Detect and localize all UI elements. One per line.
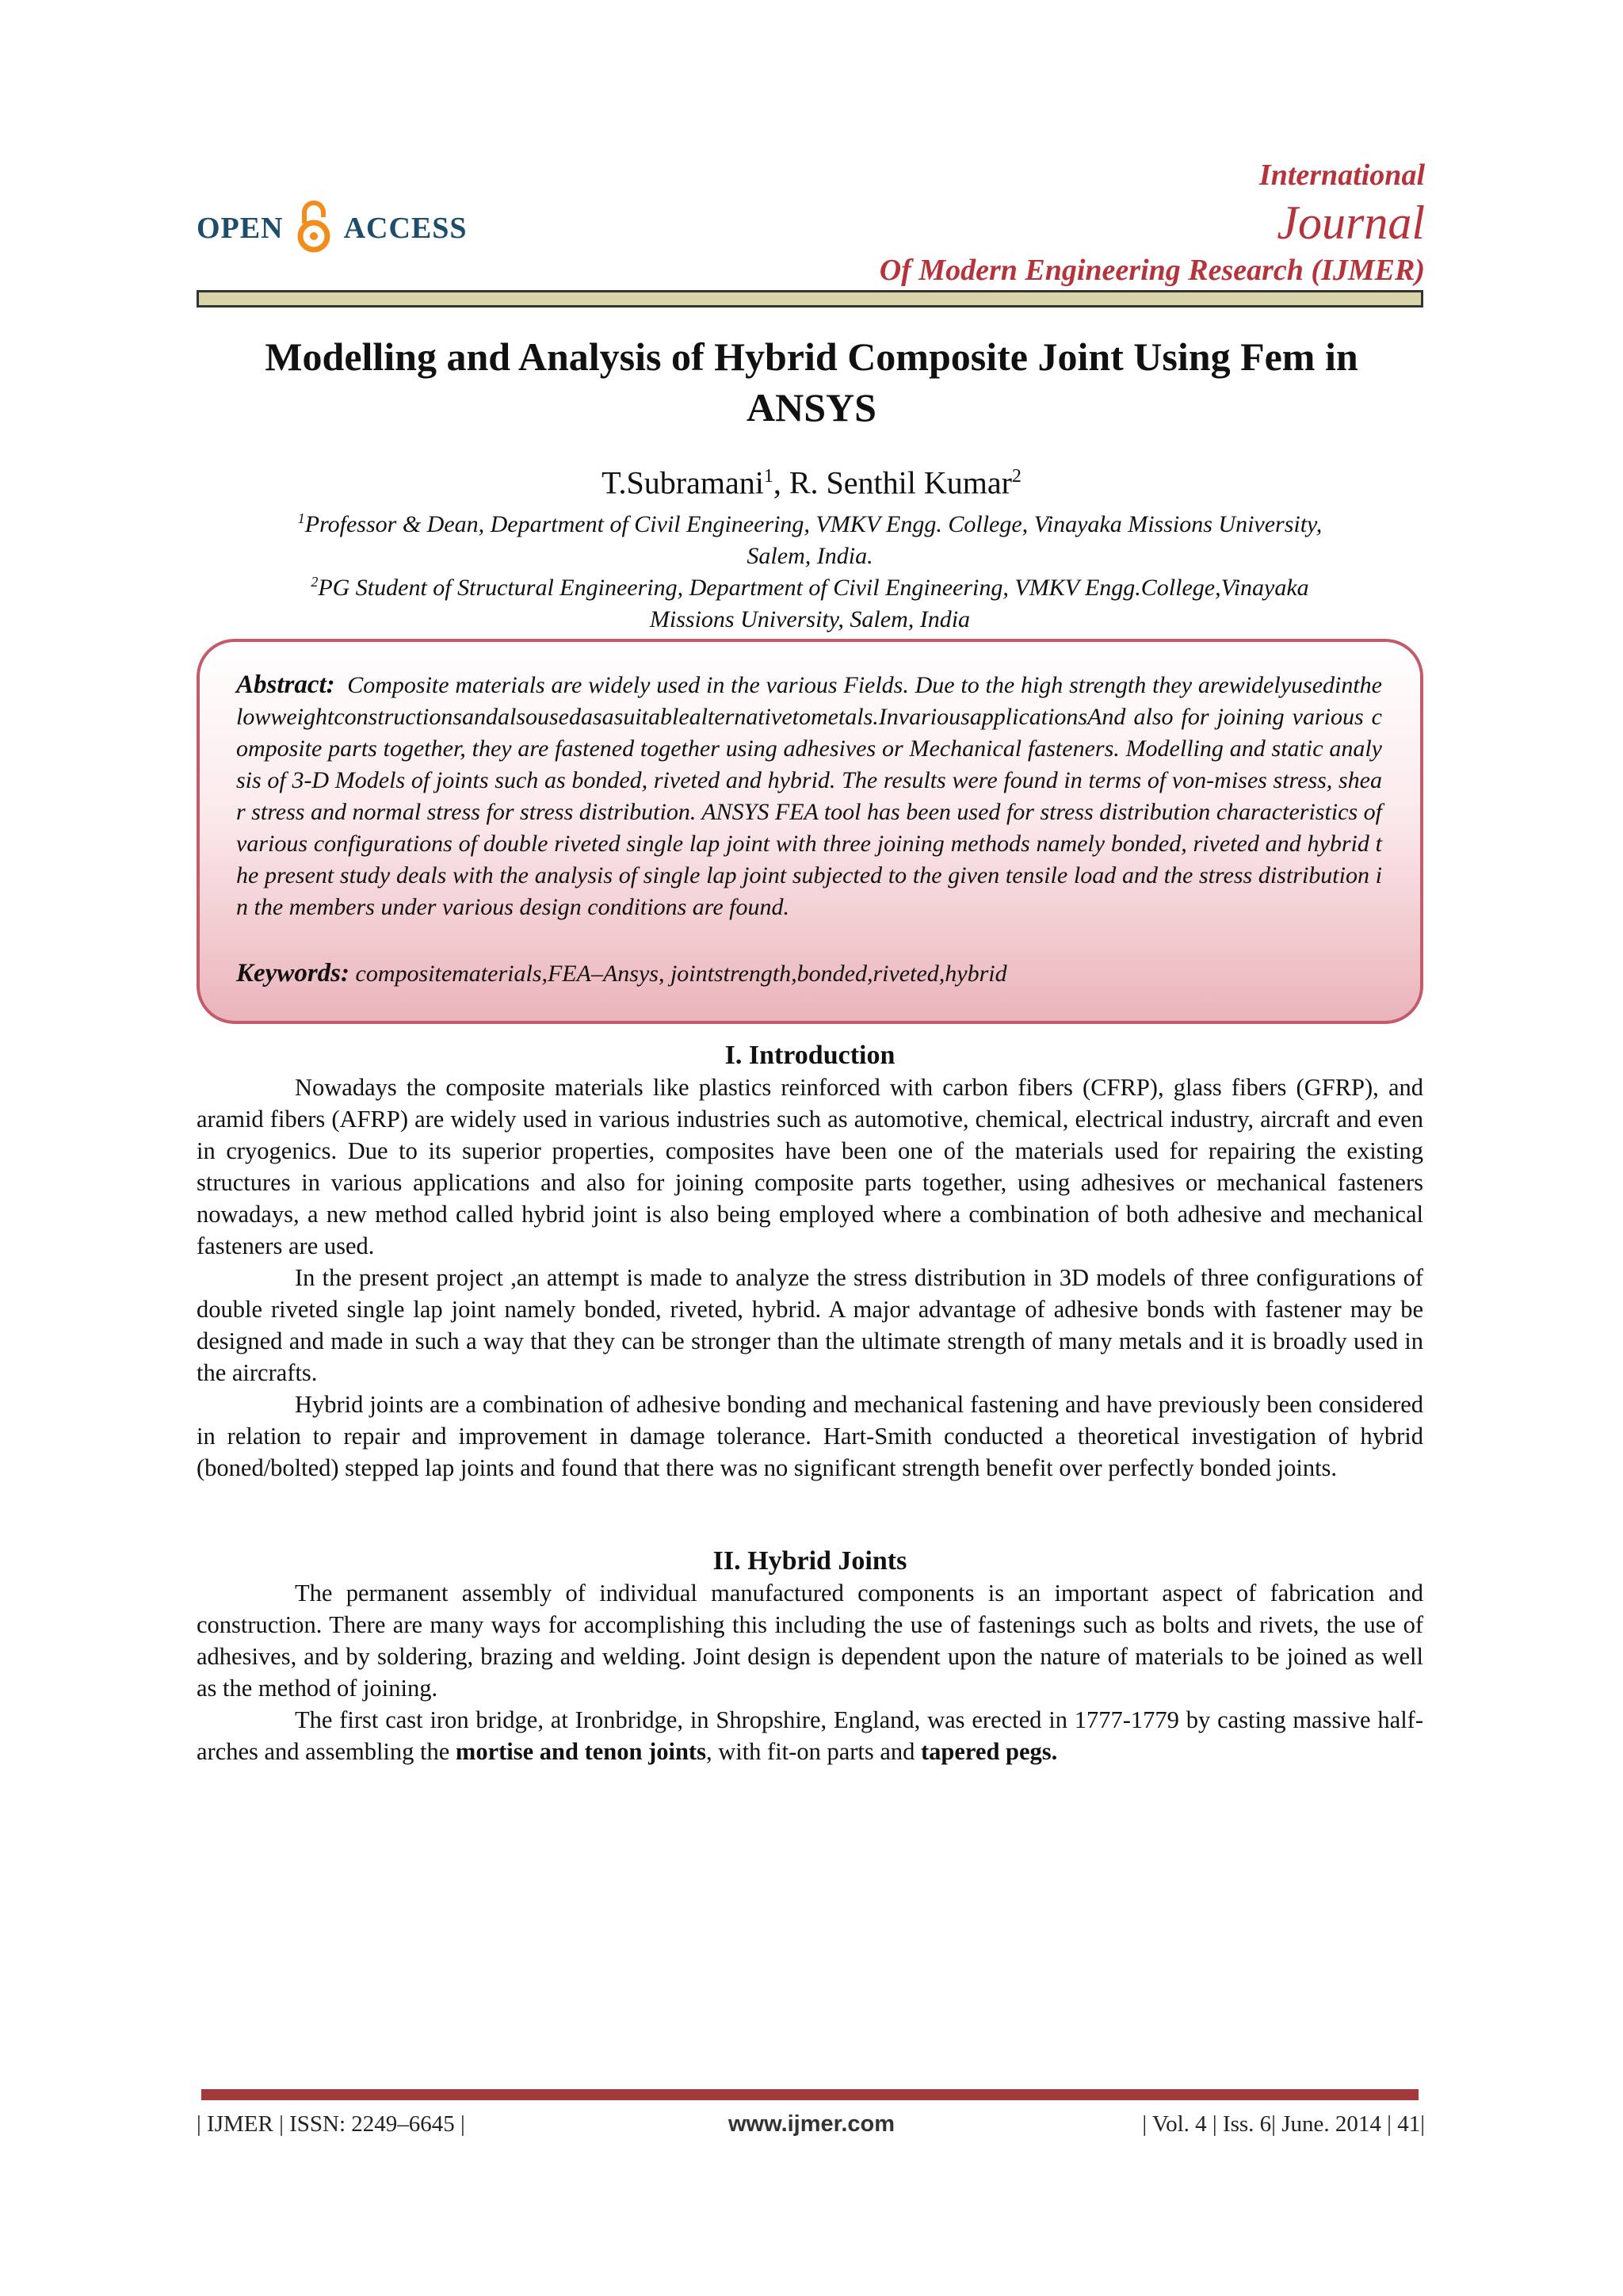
author-1-sup: 1: [763, 466, 773, 487]
journal-line-2: Journal: [1277, 197, 1425, 249]
footer-issn: | IJMER | ISSN: 2249–6645 |: [197, 2111, 465, 2137]
abstract-text: Composite materials are widely used in the various Fields. Due to the high strength they arewidelyusedinthelowweightconstructionsandalsousedasasuitablealternativetometals.InvariousapplicationsAnd also for joining various composite parts together, they are fastened together using adhesives or Mechanical fasteners. Modelling and static analysis of 3-D Models of joints such as bonded, riveted and hybrid. The results were found in terms of von-mises stress, shear stress and normal stress for stress distribution. ANSYS FEA tool has been used for stress distribution characteristics of various configurations of double riveted single lap joint with three joining methods namely bonded, riveted and hybrid the present study deals with the analysis of single lap joint subjected to the given tensile load and the stress distribution in the members under various design conditions are found.: [236, 672, 1382, 920]
journal-line-3: Of Modern Engineering Research (IJMER): [879, 254, 1425, 287]
section-1-paragraph-1: [197, 1072, 1423, 1262]
keywords: [236, 957, 1382, 990]
open-lock-icon: [296, 197, 331, 260]
affiliation-2: [197, 566, 1423, 636]
authors: [158, 455, 1465, 504]
footer-divider: [201, 2089, 1419, 2100]
footer-website-link[interactable]: www.ijmer.com: [727, 2111, 896, 2137]
aff-2-sup: 2: [311, 574, 319, 590]
section-2-heading: II. Hybrid Joints: [712, 1546, 907, 1576]
journal-line-1: International: [1258, 159, 1425, 192]
author-2: , R. Senthil Kumar: [773, 464, 1012, 501]
abstract-label: Abstract:: [236, 670, 335, 699]
open-label: OPEN: [197, 212, 284, 245]
s2-p2-bold-2: tapered pegs.: [921, 1738, 1058, 1765]
keywords-label: Keywords:: [236, 959, 349, 988]
header-divider: [197, 290, 1423, 308]
s2-p1-text: The permanent assembly of individual manufactured components is an important aspect of fabrication and construction. There are many ways for accomplishing this including the use of fastenings such as bolts and rivets, the use of adhesives, and by soldering, brazing and welding. Joint design is dependent upon the nature of materials to be joined as well as the method of joining.: [197, 1580, 1423, 1702]
s1-p3-text: Hybrid joints are a combination of adhesive bonding and mechanical fastening and have previously been considered in relation to repair and improvement in damage tolerance. Hart-Smith conducted a theoretical investigation of hybrid (boned/bolted) stepped lap joints and found that there was no significant strength benefit over perfectly bonded joints.: [197, 1391, 1423, 1481]
open-access-logo: [197, 197, 468, 260]
author-2-sup: 2: [1011, 466, 1022, 487]
footer-volume-page: | Vol. 4 | Iss. 6| June. 2014 | 41|: [1142, 2111, 1425, 2137]
aff-1-line-1: Professor & Dean, Department of Civil Engineering, VMKV Engg. College, Vinayaka Missions University,: [304, 511, 1323, 537]
keywords-text: compositematerials,FEA–Ansys, jointstrength,bonded,riveted,hybrid: [355, 961, 1007, 987]
s2-p2-text-c: , with fit-on parts and: [705, 1738, 922, 1765]
aff-1-line-2: Salem, India.: [747, 543, 873, 569]
affiliation-1: [197, 502, 1423, 572]
aff-1-sup: 1: [297, 510, 305, 526]
section-1-heading: I. Introduction: [724, 1041, 896, 1070]
section-1-paragraph-2: [197, 1262, 1423, 1389]
title-line-2: ANSYS: [747, 385, 876, 430]
s1-p2-text: In the present project ,an attempt is made to analyze the stress distribution in 3D models of three configurations of double riveted single lap joint namely bonded, riveted, hybrid. A major advantage of adhesive bonds with fastener may be designed and made in such a way that they can be stronger than the ultimate strength of many metals and it is broadly used in the aircrafts.: [197, 1264, 1423, 1386]
section-2-paragraph-2: [197, 1704, 1423, 1767]
title-line-1: Modelling and Analysis of Hybrid Composite Joint Using Fem in: [265, 334, 1358, 379]
aff-2-line-1: PG Student of Structural Engineering, Department of Civil Engineering, VMKV Engg.College,Vinayaka: [318, 575, 1309, 601]
s1-p1-text: Nowadays the composite materials like plastics reinforced with carbon fibers (CFRP), glass fibers (GFRP), and aramid fibers (AFRP) are widely used in various industries such as automotive, chemical, electrical industry, aircraft and even in cryogenics. Due to its superior properties, composites have been one of the materials used for repairing the existing structures in various applications and also for joining composite parts together, using adhesives or mechanical fasteners nowadays, a new method called hybrid joint is also being employed where a combination of both adhesive and mechanical fasteners are used.: [197, 1074, 1423, 1259]
paper-title: [158, 331, 1465, 433]
access-label: ACCESS: [343, 212, 468, 245]
journal-name: [880, 155, 1425, 290]
aff-2-line-2: Missions University, Salem, India: [649, 606, 971, 632]
s2-p2-text-a: The first cast iron bridge, at Ironbridge, in Shropshire, England, was erected in 1777-1779 by casting massive half-arches and assembling the: [197, 1706, 1423, 1765]
section-1-paragraph-3: [197, 1389, 1423, 1484]
s2-p2-bold-1: mortise and tenon joints: [455, 1738, 706, 1765]
section-2-paragraph-1: [197, 1577, 1423, 1704]
abstract: [236, 669, 1382, 923]
author-1: T.Subramani: [601, 464, 764, 501]
